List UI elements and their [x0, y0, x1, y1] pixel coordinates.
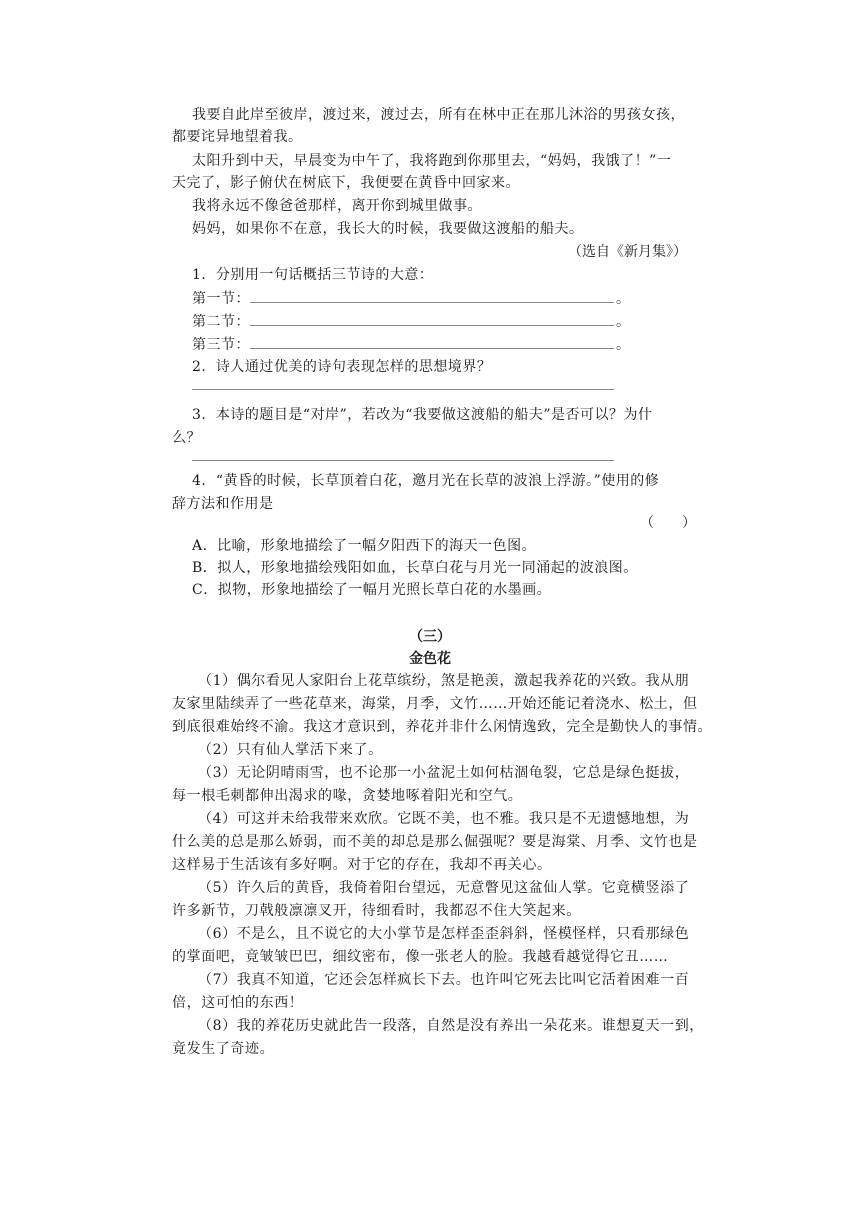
poem-line: 妈妈，如果你不在意，我长大的时候，我要做这渡船的船夫。 — [192, 221, 584, 237]
paragraph-line: 什么美的总是那么娇弱，而不美的却总是那么倔强呢？要是海棠、月季、文竹也是 — [172, 834, 698, 850]
question-1: 1．分别用一句话概括三节诗的大意： — [192, 267, 434, 283]
paragraph-line: （4）可这并未给我带来欢欣。它既不美，也不雅。我只是不无遗憾地想，为 — [198, 811, 690, 827]
answer-line[interactable] — [250, 302, 614, 303]
question-2: 2．诗人通过优美的诗句表现怎样的思想境界？ — [192, 359, 492, 375]
paragraph-line: 这样易于生活该有多好啊。对于它的存在，我却不再关心。 — [172, 857, 552, 873]
question-4: 4．“黄昏的时候，长草顶着白花，邀月光在长草的波浪上浮游。”使用的修 — [192, 473, 660, 489]
paragraph-line: 友家里陆续弄了一些花草来，海棠，月季，文竹……开始还能记着浇水、松土，但 — [172, 696, 698, 712]
paragraph-line: 每一根毛刺都伸出渴求的喙，贪婪地啄着阳光和空气。 — [172, 788, 523, 804]
paragraph-line: 倍，这可怕的东西！ — [172, 995, 304, 1011]
answer-line[interactable] — [250, 325, 614, 326]
question-3-cont: 么？ — [172, 430, 201, 446]
paragraph-line: 许多新节，刀戟般凛凛叉开，待细看时，我都忍不住大笑起来。 — [172, 903, 581, 919]
section-1-label: 第一节： — [192, 291, 250, 307]
paragraph-line: （5）许久后的黄昏，我倚着阳台望远，无意瞥见这盆仙人掌。它竟横竖添了 — [198, 880, 690, 896]
paragraph-line: （2）只有仙人掌活下来了。 — [198, 742, 383, 758]
section-2-label: 第二节： — [192, 314, 250, 330]
paragraph-line: （1）偶尔看见人家阳台上花草缤纷，煞是艳羡，激起我养花的兴致。我从朋 — [198, 673, 690, 689]
poem-source: （选自《新月集》） — [568, 244, 687, 260]
period: 。 — [616, 314, 631, 330]
poem-line: 我将永远不像爸爸那样，离开你到城里做事。 — [192, 198, 482, 214]
poem-line: 天完了，影子俯伏在树底下，我便要在黄昏中回家来。 — [172, 175, 520, 191]
paragraph-line: （6）不是么，且不说它的大小掌节是怎样歪歪斜斜，怪模怪样，只看那绿色 — [198, 926, 690, 942]
poem-line: 太阳升到中天，早晨变为中午了，我将跑到你那里去，“妈妈，我饿了！”一 — [192, 153, 672, 169]
question-3: 3．本诗的题目是“对岸”，若改为“我要做这渡船的船夫”是否可以？为什 — [192, 407, 653, 423]
answer-bracket[interactable]: （ ） — [640, 515, 696, 531]
paragraph-line: （3）无论阴晴雨雪，也不论那一小盆泥土如何枯涸龟裂，它总是绿色挺拔， — [198, 765, 690, 781]
section-3-label: 第三节： — [192, 337, 250, 353]
question-4-cont: 辞方法和作用是 — [172, 496, 274, 512]
paragraph-line: （7）我真不知道，它还会怎样疯长下去。也许叫它死去比叫它活着困难一百 — [198, 972, 690, 988]
poem-line: 我要自此岸至彼岸，渡过来，渡过去，所有在林中正在那儿沐浴的男孩女孩， — [192, 107, 685, 123]
answer-line[interactable] — [192, 389, 614, 390]
section-number: （三） — [409, 629, 451, 645]
answer-line[interactable] — [250, 348, 614, 349]
period: 。 — [616, 291, 631, 307]
paragraph-line: 到底很难始终不渝。我这才意识到，养花并非什么闲情逸致，完全是勤快人的事情。 — [172, 719, 713, 735]
period: 。 — [616, 337, 631, 353]
poem-line: 都要诧异地望着我。 — [172, 129, 303, 145]
answer-line[interactable] — [192, 460, 614, 461]
option-b: B．拟人，形象地描绘残阳如血，长草白花与月光一同涌起的波浪图。 — [192, 560, 638, 576]
passage-title: 金色花 — [409, 651, 451, 667]
option-a: A．比喻，形象地描绘了一幅夕阳西下的海天一色图。 — [192, 538, 537, 554]
paragraph-line: 竟发生了奇迹。 — [172, 1041, 275, 1057]
paragraph-line: 的掌面吧，竟皱皱巴巴，细纹密布，像一张老人的脸。我越看越觉得它丑…… — [172, 949, 669, 965]
option-c: C．拟物，形象地描绘了一幅月光照长草白花的水墨画。 — [192, 582, 552, 598]
paragraph-line: （8）我的养花历史就此告一段落，自然是没有养出一朵花来。谁想夏天一到， — [198, 1018, 704, 1034]
